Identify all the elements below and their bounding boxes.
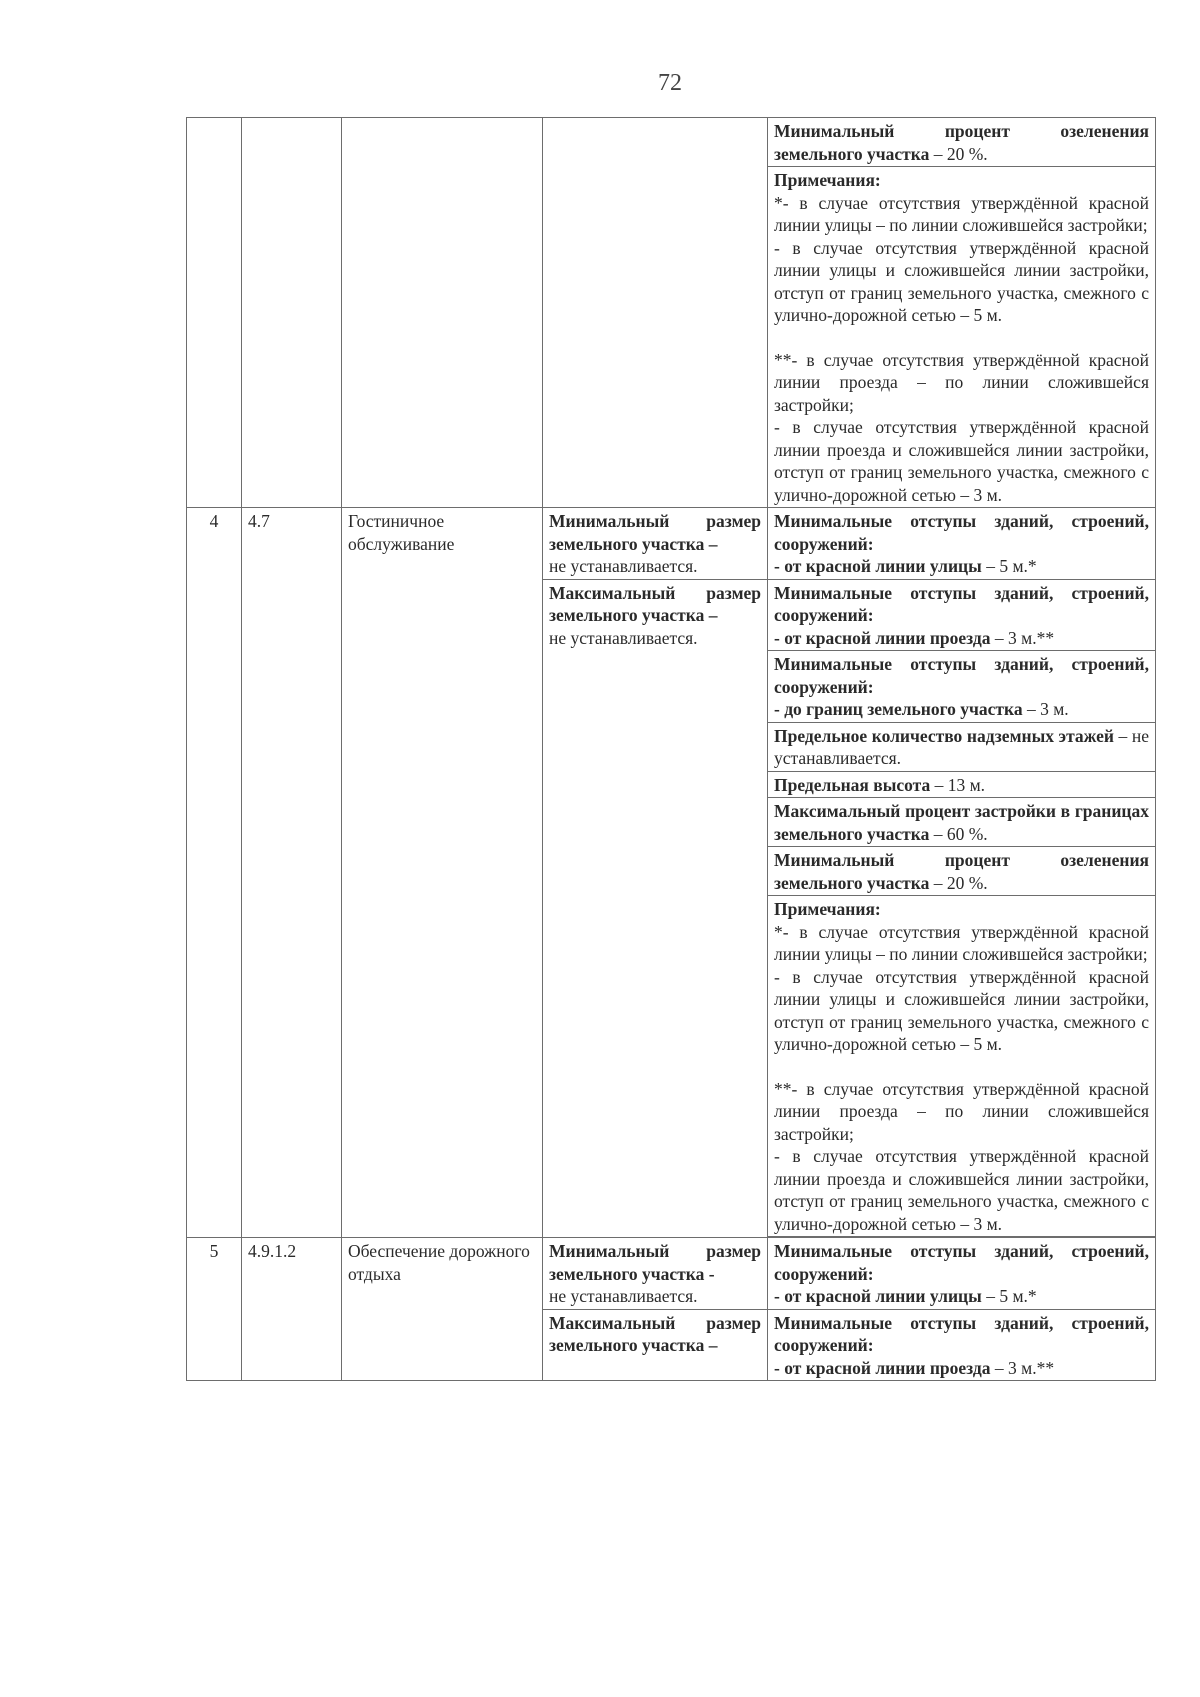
param-label: Предельное количество надземных этажей: [774, 725, 1114, 746]
max-size-label: Максимальный размер земельного участка –: [549, 582, 761, 625]
param-head: Минимальные отступы зданий, строений, сооружений:: [774, 582, 1149, 625]
note-line: - в случае отсутствия утверждённой красной линии проезда и сложившейся линии застройки, отступ от границ земельного участка, смежного с улично-дорожной сетью – 3 м.: [774, 1146, 1149, 1234]
param-head: Минимальные отступы зданий, строений, сооружений:: [774, 511, 1149, 554]
param-label: Предельная высота: [774, 774, 931, 795]
param-cell: [768, 771, 1156, 798]
param-cell: [768, 579, 1156, 651]
min-size-cell: [543, 508, 768, 580]
row-code: 4.9.1.2: [242, 1238, 342, 1381]
min-size-label: Минимальный размер земельного участка –: [549, 511, 761, 554]
notes-title: Примечания:: [774, 899, 881, 919]
param-cell: [768, 1309, 1156, 1381]
param-label: - от красной линии улицы: [774, 556, 982, 576]
param-cell: [768, 722, 1156, 771]
param-value: – 5 м.*: [981, 1286, 1037, 1306]
param-head: Минимальные отступы зданий, строений, сооружений:: [774, 1241, 1149, 1284]
note-line: **- в случае отсутствия утверждённой красной линии проезда – по линии сложившейся застройки;: [774, 1078, 1149, 1144]
param-label: Максимальный процент застройки в границах земельного участка: [774, 801, 1149, 844]
table-row: [187, 1238, 1156, 1310]
max-size-value: не устанавливается.: [549, 627, 698, 648]
param-cell: [768, 118, 1156, 167]
param-value: – 60 %.: [929, 823, 988, 844]
param-value: – 20 %.: [929, 872, 988, 893]
min-size-value: не устанавливается.: [549, 1286, 698, 1306]
note-line: **- в случае отсутствия утверждённой красной линии проезда – по линии сложившейся застройки;: [774, 349, 1149, 415]
param-cell: [768, 508, 1156, 580]
note-line: - в случае отсутствия утверждённой красной линии улицы и сложившейся линии застройки, отступ от границ земельного участка, смежного с улично-дорожной сетью – 5 м.: [774, 237, 1149, 325]
page-number: 72: [658, 70, 682, 96]
param-label: Минимальный процент озеленения земельного участка: [774, 121, 1149, 164]
param-cell: [768, 798, 1156, 847]
table-row: [187, 508, 1156, 580]
param-value: – 5 м.*: [981, 556, 1037, 576]
row-number: 4: [187, 508, 242, 1238]
row-name: Обеспечение дорожного отдыха: [342, 1238, 543, 1381]
param-value: – 13 м.: [930, 774, 986, 795]
min-size-label: Минимальный размер земельного участка -: [549, 1241, 761, 1284]
param-head: Минимальные отступы зданий, строений, сооружений:: [774, 654, 1149, 697]
regulations-table: [186, 117, 1156, 1381]
param-value: – 3 м.**: [990, 627, 1055, 648]
note-line: *- в случае отсутствия утверждённой красной линии улицы – по линии сложившейся застройки;: [774, 192, 1149, 235]
row-code: 4.7: [242, 508, 342, 1238]
param-label: - от красной линии проезда: [774, 627, 991, 648]
notes-cell: [768, 167, 1156, 508]
row-name: Гостиничное обслуживание: [342, 508, 543, 1238]
max-size-label: Максимальный размер земельного участка –: [549, 1312, 761, 1355]
param-label: Минимальный процент озеленения земельного участка: [774, 850, 1149, 893]
note-line: - в случае отсутствия утверждённой красной линии улицы и сложившейся линии застройки, отступ от границ земельного участка, смежного с улично-дорожной сетью – 5 м.: [774, 966, 1149, 1054]
param-value: – не устанавливается.: [774, 725, 1149, 768]
notes-cell: [768, 896, 1156, 1237]
param-value: – 3 м.: [1022, 699, 1069, 719]
max-size-cell: [543, 1309, 768, 1381]
param-cell: [768, 1238, 1156, 1310]
param-label: - до границ земельного участка: [774, 699, 1023, 719]
param-cell: [768, 847, 1156, 896]
row-number: 5: [187, 1238, 242, 1381]
table-row: [187, 118, 1156, 167]
min-size-value: не устанавливается.: [549, 556, 698, 576]
param-cell: [768, 651, 1156, 723]
note-line: - в случае отсутствия утверждённой красной линии проезда и сложившейся линии застройки, отступ от границ земельного участка, смежного с улично-дорожной сетью – 3 м.: [774, 417, 1149, 505]
min-size-cell: [543, 1238, 768, 1310]
param-label: - от красной линии улицы: [774, 1286, 982, 1306]
notes-title: Примечания:: [774, 170, 881, 190]
param-head: Минимальные отступы зданий, строений, сооружений:: [774, 1312, 1149, 1355]
max-size-cell: [543, 579, 768, 1238]
param-label: - от красной линии проезда: [774, 1357, 991, 1378]
param-value: – 20 %.: [929, 143, 988, 164]
param-value: – 3 м.**: [990, 1357, 1055, 1378]
note-line: *- в случае отсутствия утверждённой красной линии улицы – по линии сложившейся застройки;: [774, 921, 1149, 964]
